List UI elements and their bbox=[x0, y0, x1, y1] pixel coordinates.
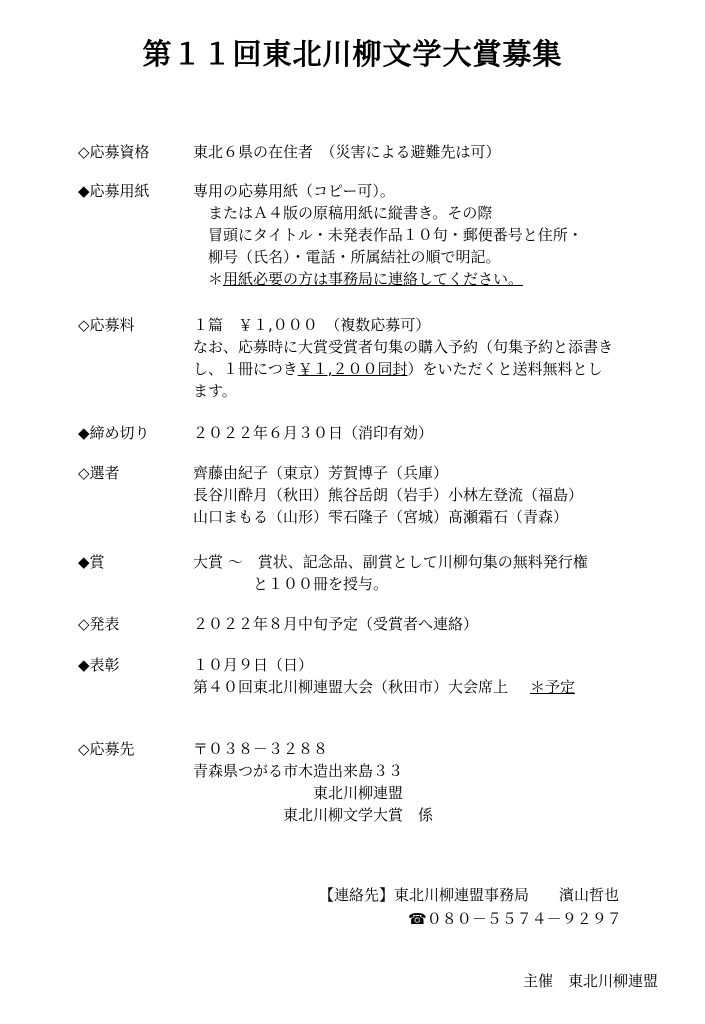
section-text: と１００冊を授与。 bbox=[193, 575, 389, 593]
section-label: ◇応募料 bbox=[78, 316, 135, 334]
note-underlined: 用紙必要の方は事務局に連絡してください。 bbox=[223, 270, 524, 288]
section-text: ２０２２年６月３０日（消印有効） bbox=[193, 424, 434, 442]
section-label: ◇発表 bbox=[78, 615, 120, 633]
note-prefix: ＊ bbox=[193, 270, 224, 288]
section-label: ◆締め切り bbox=[78, 424, 150, 442]
section-label: ◆表彰 bbox=[78, 656, 120, 674]
organizer: 主催 東北川柳連盟 bbox=[523, 972, 659, 990]
section-text bbox=[193, 358, 613, 380]
fee-text: １篇 ￥１,０００ （複数応募可） bbox=[193, 316, 431, 334]
text-after: ）をいただくと送料無料とし bbox=[407, 360, 603, 378]
judges-line: 長谷川酔月（秋田）熊谷岳朗（岩手）小林左登流（福島） bbox=[193, 486, 584, 504]
contact-phone bbox=[408, 908, 622, 930]
postal-code: 〒０３８－３２８８ bbox=[193, 740, 329, 758]
section-text: またはＡ４版の原稿用紙に縦書き。その際 bbox=[193, 204, 493, 222]
page-title: 第１１回東北川柳文学大賞募集 bbox=[142, 37, 563, 71]
section-text: ます。 bbox=[193, 382, 237, 400]
section-label: ◇応募資格 bbox=[78, 143, 150, 161]
address-line: 東北川柳文学大賞 係 bbox=[193, 806, 434, 824]
section-label: ◇応募先 bbox=[78, 740, 135, 758]
section-text: なお、応募時に大賞受賞者句集の購入予約（句集予約と添書き bbox=[193, 338, 614, 356]
section-note bbox=[193, 268, 583, 290]
section-text: 専用の応募用紙（コピー可）。 bbox=[193, 182, 395, 200]
section-text: 冒頭にタイトル・未発表作品１０句・郵便番号と住所・ bbox=[193, 226, 583, 244]
ceremony-venue: 第４０回東北川柳連盟大会（秋田市）大会席上 bbox=[193, 678, 509, 696]
phone-number: ０８０－５５７４－９２９７ bbox=[426, 910, 622, 928]
section-text: 柳号（氏名）・電話・所属結社の順で明記。 bbox=[193, 248, 501, 266]
tentative-note: ＊予定 bbox=[530, 678, 576, 696]
section-label: ◇選者 bbox=[78, 464, 120, 482]
address-line: 青森県つがる市木造出来島３３ bbox=[193, 762, 404, 780]
judges-line: 山口まもる（山形）雫石隆子（宮城）髙瀬霜石（青森） bbox=[193, 508, 569, 526]
section-text bbox=[193, 676, 575, 698]
section-text: １０月９日（日） bbox=[193, 656, 314, 674]
contact-line: 【連絡先】東北川柳連盟事務局 濱山哲也 bbox=[319, 886, 620, 904]
section-label: ◆応募用紙 bbox=[78, 182, 150, 200]
section-text: 大賞 ～ 賞状、記念品、副賞として川柳句集の無料発行権 bbox=[193, 553, 588, 571]
section-text: 東北６県の在住者 （災害による避難先は可） bbox=[193, 143, 501, 161]
section-label: ◆賞 bbox=[78, 553, 105, 571]
text-before: し、１冊につき bbox=[193, 360, 298, 378]
underlined-price: ￥１,２００同封 bbox=[297, 360, 408, 378]
section-text: ２０２２年８月中旬予定（受賞者へ連絡） bbox=[193, 615, 479, 633]
telephone-icon: ☎ bbox=[408, 910, 427, 928]
address-line: 東北川柳連盟 bbox=[193, 784, 404, 802]
judges-line: 齊藤由紀子（東京）芳賀博子（兵庫） bbox=[193, 464, 449, 482]
